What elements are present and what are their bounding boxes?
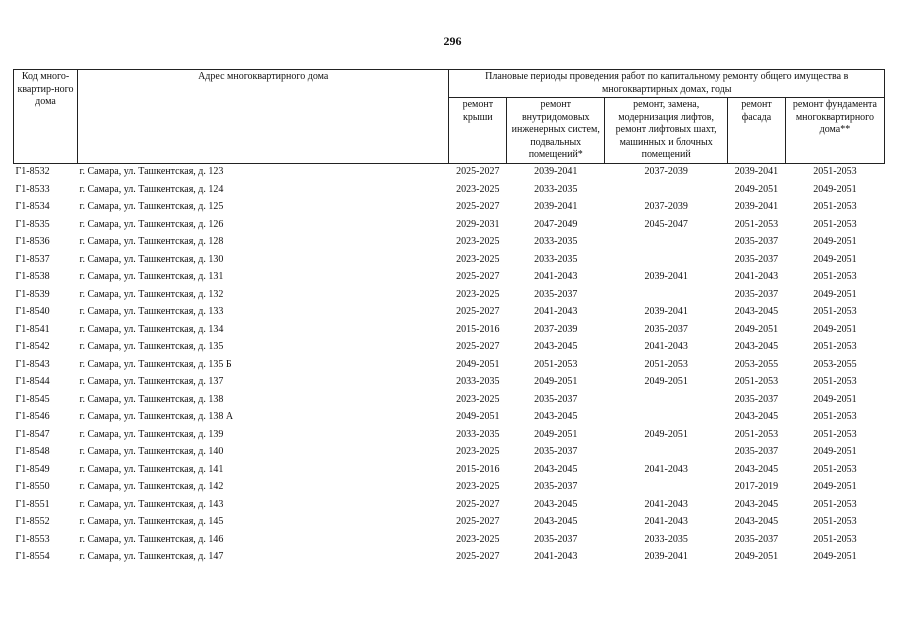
cell-code: Г1-8532 [15, 166, 50, 177]
cell-roof: 2025-2027 [456, 551, 500, 562]
cell-facade: 2043-2045 [734, 463, 779, 475]
table-row [14, 251, 885, 269]
table-row [14, 181, 885, 199]
table-row [14, 444, 885, 462]
cell-lifts: 2049-2051 [644, 428, 688, 440]
cell-foundation: 2051-2053 [813, 271, 857, 282]
header-roof: ремонт крыши [449, 98, 507, 164]
header-address: Адрес многоквартирного дома [77, 70, 448, 164]
cell-roof: 2023-2025 [456, 393, 500, 405]
cell-systems: 2041-2043 [534, 306, 578, 317]
cell-systems: 2035-2037 [534, 288, 578, 300]
cell-lifts [605, 251, 728, 269]
cell-systems: 2035-2037 [534, 446, 578, 457]
cell-systems: 2043-2045 [534, 341, 578, 352]
cell-lifts: 2045-2047 [644, 218, 688, 230]
table-row [14, 163, 885, 181]
cell-facade: 2049-2051 [734, 323, 779, 335]
cell-facade: 2041-2043 [734, 271, 779, 282]
cell-systems: 2043-2045 [534, 516, 578, 527]
cell-roof: 2025-2027 [456, 306, 500, 317]
cell-roof: 2023-2025 [456, 183, 500, 195]
cell-code: Г1-8553 [15, 533, 50, 545]
cell-lifts: 2049-2051 [644, 376, 688, 387]
cell-lifts: 2041-2043 [644, 516, 688, 527]
table-row [14, 479, 885, 497]
cell-code: Г1-8552 [15, 516, 50, 527]
cell-code: Г1-8534 [15, 201, 50, 212]
header-periods-group: Плановые периоды проведения работ по капитальному ремонту общего имущества в многоквартирных домах, годы [449, 70, 885, 98]
table-row [14, 461, 885, 479]
cell-foundation: 2051-2053 [813, 341, 857, 352]
cell-address: г. Самара, ул. Ташкентская, д. 140 [79, 446, 224, 457]
table-row [14, 269, 885, 287]
cell-facade: 2039-2041 [734, 201, 779, 212]
cell-foundation: 2051-2053 [813, 498, 857, 510]
cell-address: г. Самара, ул. Ташкентская, д. 126 [79, 218, 224, 230]
cell-systems: 2033-2035 [534, 236, 578, 247]
cell-foundation: 2049-2051 [813, 393, 857, 405]
cell-roof: 2025-2027 [456, 166, 500, 177]
cell-systems: 2041-2043 [534, 271, 578, 282]
cell-roof: 2029-2031 [456, 218, 500, 230]
cell-code: Г1-8536 [15, 236, 50, 247]
cell-facade: 2051-2053 [734, 376, 779, 387]
cell-facade: 2049-2051 [734, 551, 779, 562]
cell-foundation: 2051-2053 [813, 516, 857, 527]
cell-address: г. Самара, ул. Ташкентская, д. 147 [79, 551, 224, 562]
cell-lifts: 2039-2041 [644, 271, 688, 282]
table-row [14, 304, 885, 322]
header-code: Код много-квартир-ного дома [14, 70, 78, 164]
table-row [14, 514, 885, 532]
cell-roof: 2025-2027 [456, 271, 500, 282]
table-row [14, 426, 885, 444]
cell-facade: 2017-2019 [734, 481, 779, 492]
cell-foundation: 2051-2053 [813, 166, 857, 177]
cell-foundation: 2051-2053 [813, 428, 857, 440]
cell-code: Г1-8537 [15, 253, 50, 265]
cell-code: Г1-8535 [15, 218, 50, 230]
cell-lifts [605, 479, 728, 497]
cell-lifts: 2051-2053 [644, 358, 688, 370]
cell-address: г. Самара, ул. Ташкентская, д. 135 [79, 341, 224, 352]
repair-schedule-table [13, 69, 885, 566]
cell-foundation: 2049-2051 [813, 323, 857, 335]
cell-code: Г1-8544 [15, 376, 50, 387]
cell-facade: 2049-2051 [734, 183, 779, 195]
cell-roof: 2015-2016 [456, 463, 500, 475]
cell-systems: 2043-2045 [534, 498, 578, 510]
cell-code: Г1-8554 [15, 551, 50, 562]
cell-address: г. Самара, ул. Ташкентская, д. 131 [79, 271, 224, 282]
cell-code: Г1-8550 [15, 481, 50, 492]
cell-foundation: 2049-2051 [813, 481, 857, 492]
cell-roof: 2033-2035 [456, 428, 500, 440]
cell-systems: 2035-2037 [534, 393, 578, 405]
cell-roof: 2025-2027 [456, 498, 500, 510]
cell-lifts [605, 409, 728, 427]
cell-roof: 2015-2016 [456, 323, 500, 335]
cell-foundation: 2049-2051 [813, 446, 857, 457]
cell-code: Г1-8538 [15, 271, 50, 282]
cell-address: г. Самара, ул. Ташкентская, д. 138 А [79, 411, 234, 422]
table-row [14, 234, 885, 252]
table-row [14, 216, 885, 234]
cell-roof: 2049-2051 [456, 358, 500, 370]
cell-systems: 2035-2037 [534, 481, 578, 492]
cell-address: г. Самара, ул. Ташкентская, д. 134 [79, 323, 224, 335]
cell-code: Г1-8539 [15, 288, 50, 300]
cell-systems: 2047-2049 [534, 218, 578, 230]
cell-lifts [605, 286, 728, 304]
cell-code: Г1-8551 [15, 498, 50, 510]
cell-systems: 2039-2041 [534, 201, 578, 212]
cell-roof: 2049-2051 [456, 411, 500, 422]
cell-foundation: 2049-2051 [813, 236, 857, 247]
header-lifts: ремонт, замена, модернизация лифтов, ремонт лифтовых шахт, машинных и блочных помещений [605, 98, 728, 164]
table-row [14, 356, 885, 374]
cell-systems: 2049-2051 [534, 376, 578, 387]
cell-address: г. Самара, ул. Ташкентская, д. 135 Б [79, 358, 232, 370]
cell-systems: 2039-2041 [534, 166, 578, 177]
cell-address: г. Самара, ул. Ташкентская, д. 124 [79, 183, 224, 195]
table-row [14, 409, 885, 427]
cell-address: г. Самара, ул. Ташкентская, д. 146 [79, 533, 224, 545]
cell-systems: 2043-2045 [534, 411, 578, 422]
cell-facade: 2035-2037 [734, 446, 779, 457]
cell-facade: 2043-2045 [734, 411, 779, 422]
cell-foundation: 2049-2051 [813, 183, 857, 195]
cell-address: г. Самара, ул. Ташкентская, д. 142 [79, 481, 224, 492]
cell-code: Г1-8542 [15, 341, 50, 352]
cell-facade: 2035-2037 [734, 288, 779, 300]
cell-address: г. Самара, ул. Ташкентская, д. 128 [79, 236, 224, 247]
cell-lifts [605, 181, 728, 199]
table-row [14, 391, 885, 409]
cell-facade: 2051-2053 [734, 428, 779, 440]
cell-facade: 2035-2037 [734, 533, 779, 545]
cell-address: г. Самара, ул. Ташкентская, д. 125 [79, 201, 224, 212]
cell-address: г. Самара, ул. Ташкентская, д. 143 [79, 498, 224, 510]
cell-facade: 2035-2037 [734, 253, 779, 265]
cell-systems: 2049-2051 [534, 428, 578, 440]
cell-facade: 2035-2037 [734, 236, 779, 247]
cell-roof: 2025-2027 [456, 516, 500, 527]
cell-facade: 2051-2053 [734, 218, 779, 230]
cell-address: г. Самара, ул. Ташкентская, д. 132 [79, 288, 224, 300]
cell-code: Г1-8545 [15, 393, 50, 405]
cell-code: Г1-8540 [15, 306, 50, 317]
cell-systems: 2033-2035 [534, 183, 578, 195]
cell-lifts: 2041-2043 [644, 498, 688, 510]
cell-code: Г1-8541 [15, 323, 50, 335]
cell-foundation: 2051-2053 [813, 533, 857, 545]
cell-address: г. Самара, ул. Ташкентская, д. 141 [79, 463, 224, 475]
cell-address: г. Самара, ул. Ташкентская, д. 130 [79, 253, 224, 265]
cell-lifts: 2037-2039 [644, 201, 688, 212]
table-row [14, 339, 885, 357]
cell-systems: 2037-2039 [534, 323, 578, 335]
cell-lifts [605, 234, 728, 252]
cell-facade: 2043-2045 [734, 498, 779, 510]
cell-address: г. Самара, ул. Ташкентская, д. 139 [79, 428, 224, 440]
table-row [14, 496, 885, 514]
cell-roof: 2023-2025 [456, 446, 500, 457]
cell-code: Г1-8546 [15, 411, 50, 422]
cell-facade: 2039-2041 [734, 166, 779, 177]
cell-roof: 2023-2025 [456, 288, 500, 300]
cell-foundation: 2049-2051 [813, 551, 857, 562]
cell-code: Г1-8543 [15, 358, 50, 370]
cell-facade: 2043-2045 [734, 516, 779, 527]
table-body [14, 163, 885, 566]
cell-systems: 2041-2043 [534, 551, 578, 562]
cell-roof: 2025-2027 [456, 341, 500, 352]
cell-roof: 2023-2025 [456, 481, 500, 492]
cell-lifts: 2041-2043 [644, 341, 688, 352]
cell-address: г. Самара, ул. Ташкентская, д. 137 [79, 376, 224, 387]
cell-roof: 2025-2027 [456, 201, 500, 212]
cell-lifts [605, 444, 728, 462]
cell-code: Г1-8549 [15, 463, 50, 475]
cell-systems: 2035-2037 [534, 533, 578, 545]
cell-facade: 2043-2045 [734, 306, 779, 317]
cell-foundation: 2051-2053 [813, 201, 857, 212]
cell-foundation: 2053-2055 [813, 358, 857, 370]
cell-lifts: 2037-2039 [644, 166, 688, 177]
header-systems: ремонт внутридомовых инженерных систем, подвальных помещений* [507, 98, 605, 164]
page-number: 296 [443, 34, 462, 48]
cell-foundation: 2049-2051 [813, 253, 857, 265]
header-foundation: ремонт фундамента многоквартирного дома** [785, 98, 884, 164]
cell-systems: 2051-2053 [534, 358, 578, 370]
cell-lifts: 2035-2037 [644, 323, 688, 335]
header-facade: ремонт фасада [728, 98, 786, 164]
table-row [14, 286, 885, 304]
cell-code: Г1-8548 [15, 446, 50, 457]
cell-lifts: 2039-2041 [644, 551, 688, 562]
cell-code: Г1-8547 [15, 428, 50, 440]
cell-foundation: 2051-2053 [813, 218, 857, 230]
table-row [14, 531, 885, 549]
cell-systems: 2033-2035 [534, 253, 578, 265]
cell-address: г. Самара, ул. Ташкентская, д. 133 [79, 306, 224, 317]
table-row [14, 549, 885, 567]
cell-roof: 2023-2025 [456, 533, 500, 545]
cell-facade: 2043-2045 [734, 341, 779, 352]
table-row [14, 374, 885, 392]
cell-facade: 2053-2055 [734, 358, 779, 370]
cell-foundation: 2051-2053 [813, 306, 857, 317]
cell-lifts: 2041-2043 [644, 463, 688, 475]
cell-foundation: 2051-2053 [813, 411, 857, 422]
cell-lifts [605, 391, 728, 409]
cell-lifts: 2033-2035 [644, 533, 688, 545]
table-header [14, 70, 885, 164]
cell-foundation: 2051-2053 [813, 463, 857, 475]
cell-address: г. Самара, ул. Ташкентская, д. 138 [79, 393, 224, 405]
cell-address: г. Самара, ул. Ташкентская, д. 145 [79, 516, 224, 527]
cell-address: г. Самара, ул. Ташкентская, д. 123 [79, 166, 224, 177]
cell-roof: 2023-2025 [456, 236, 500, 247]
cell-foundation: 2049-2051 [813, 288, 857, 300]
cell-facade: 2035-2037 [734, 393, 779, 405]
cell-roof: 2033-2035 [456, 376, 500, 387]
cell-systems: 2043-2045 [534, 463, 578, 475]
cell-roof: 2023-2025 [456, 253, 500, 265]
table-row [14, 321, 885, 339]
cell-lifts: 2039-2041 [644, 306, 688, 317]
cell-code: Г1-8533 [15, 183, 50, 195]
table-row [14, 199, 885, 217]
cell-foundation: 2051-2053 [813, 376, 857, 387]
